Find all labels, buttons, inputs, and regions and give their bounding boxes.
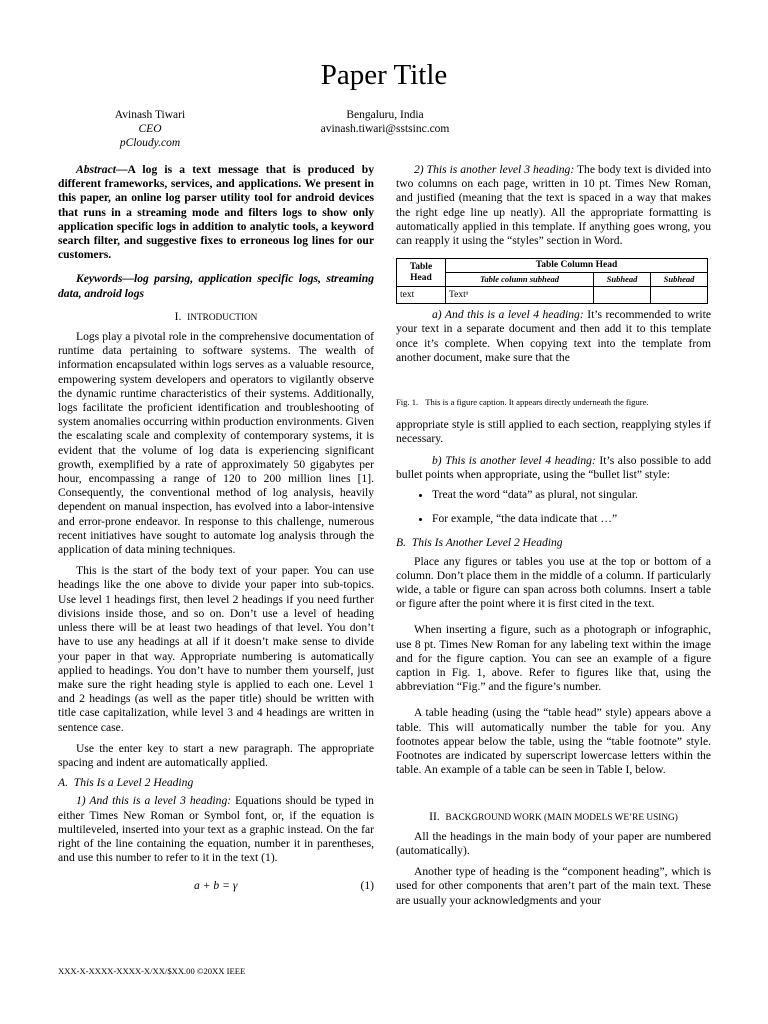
author-org: pCloudy.com — [119, 137, 181, 149]
keywords: Keywords—log parsing, application specific logs, streaming data, android logs — [58, 272, 374, 300]
figure-caption-text: This is a figure caption. It appears directly underneath the figure. — [425, 397, 649, 408]
figure-label: Fig. 1. — [396, 397, 419, 408]
level3-paragraph-2 — [396, 163, 711, 248]
subsection-heading-b — [396, 536, 711, 550]
subsection-title: This Is a Level 2 Heading — [73, 776, 194, 790]
table-cell — [594, 287, 651, 304]
keywords-lead: Keywords — [76, 272, 123, 286]
table-subhead: Table column subhead — [446, 273, 594, 287]
subsection-b-paragraph-3: A table heading (using the “table head” style) appears above a table. This will automatically number the table for you. Any footnotes appear below the table, using the “table footnote” style. Footnotes are indicated by superscript lowercase letters within the table. An example of a table can be seen in Table I, below. — [396, 706, 711, 777]
author-name: Avinash Tiwari — [114, 109, 186, 121]
level3-heading-2: 2) This is another level 3 heading: — [414, 163, 575, 176]
equation: a + b = γ — [194, 879, 238, 893]
right-column — [396, 163, 711, 908]
author-block-2 — [290, 108, 480, 136]
abstract-text: A log is a text message that is produced by different frameworks, services, and applications. We present in this paper, an online log parser utility tool for android devices that runs in a streaming mode and filters logs to show only application specific logs in addition to analytic tools, a keyword search filter, and suggestive fixes to erroneous log lines for our customers. — [58, 163, 374, 262]
section-heading-introduction — [58, 310, 374, 325]
table-cell — [651, 287, 708, 304]
level4-heading-b: b) This is another level 4 heading: — [432, 453, 596, 467]
author-location: Bengaluru, India — [346, 109, 424, 121]
table-cell: text — [397, 287, 446, 304]
level4-text-b: It’s also possible to add bullet points when appropriate, using the “bullet list” style: — [396, 453, 711, 481]
intro-paragraph-1: Logs play a pivotal role in the comprehensive documentation of runtime data pertaining to software systems. The wealth of information encapsulated within logs serves as a valuable resource, empowering system developers and operators to vigilantly observe the dynamic runtime characteristics of their systems. Additionally, logs facilitate the proficient identification and troubleshooting of system anomalies occurring within production environments. Given the escalating scale and complexity of contemporary systems, it is evident that the volume of log data is experiencing significant growth, exemplified by a rate of approximately 50 gigabytes per hour, encompassing a range of 120 to 200 million lines [1]. Consequently, the conventional method of log analysis, heavily dependent on manual inspection, has evolved into a labor-intensive and error-prone endeavor. In response to this challenge, numerous recent initiatives have sought to automate log analysis through the application of data mining techniques. — [58, 330, 374, 557]
list-item: • For example, “the data indicate that …” — [432, 512, 711, 526]
author-email: avinash.tiwari@sstsinc.com — [320, 123, 450, 135]
section-title: INTRODUCTION — [187, 312, 258, 323]
section-title: BACKGROUND WORK (MAIN MODELS WE’RE USING) — [445, 812, 678, 823]
subsection-b-paragraph-2: When inserting a figure, such as a photograph or infographic, use 8 pt. Times New Roman for any labeling text within the image and for the figure caption. You can see an example of a figure caption in Fig. 1, above. Refer to figures like that, using the abbreviation “Fig.” and the figure’s number. — [396, 623, 711, 694]
example-table — [396, 258, 708, 304]
background-paragraph-2: Another type of heading is the “component heading”, which is used for other components that aren’t part of the main text. These are usually your acknowledgments and your — [396, 865, 711, 907]
copyright-footer: XXX-X-XXXX-XXXX-X/XX/$XX.00 ©20XX IEEE — [58, 966, 246, 976]
table-column-head: Table Column Head — [446, 259, 708, 273]
intro-paragraph-2: This is the start of the body text of your paper. You can use headings like the one above to divide your paper into sub-topics. Use level 1 headings first, then level 2 headings if you need further divisions inside those, and so on. Don’t use a level of heading unless there will be at least two headings of that level. You don’t have to use any headings at all if it doesn’t make sense to divide your paper in that way. Appropriate numbering is automatically applied to headings. You don’t have to number them yourself, just make sure the right heading style is applied to each one. Level 1 and 2 headings (as well as the paper title) should be written with title case capitalization, while level 3 and 4 headings are written in sentence case. — [58, 564, 374, 734]
level3-text-1: Equations should be typed in either Times New Roman or Symbol font, or, if the equation is multileveled, inserted into your text as a graphic instead. On the far right of the line containing the equation, number it in parentheses, and use this number to refer to it in the text (1). — [58, 794, 374, 865]
abstract-lead: Abstract — [76, 163, 116, 176]
section-number: II. — [429, 809, 440, 823]
subsection-label: B. — [396, 536, 406, 550]
subsection-heading-a — [58, 776, 374, 790]
left-column — [58, 163, 374, 897]
table-subhead: Subhead — [651, 273, 708, 287]
list-item: • Treat the word “data” as plural, not singular. — [432, 488, 711, 502]
level4-paragraph-a — [396, 308, 711, 365]
subsection-b-paragraph-1: Place any figures or tables you use at the top or bottom of a column. Don’t place them in the middle of a column. If particularly wide, a table or figure can span across both columns. Insert a table or figure after the point where it is first cited in the text. — [396, 554, 711, 611]
level4-paragraph-a-continued: appropriate style is still applied to each section, reapplying styles if necessary. — [396, 418, 711, 446]
author-role: CEO — [138, 123, 162, 135]
level3-heading-1: 1) And this is a level 3 heading: — [76, 794, 232, 808]
bullet-list — [396, 488, 711, 526]
table-head: Table Head — [397, 259, 446, 287]
level4-heading-a: a) And this is a level 4 heading: — [432, 308, 584, 322]
table-subhead: Subhead — [594, 273, 651, 287]
equation-block — [58, 879, 374, 897]
background-paragraph-1: All the headings in the main body of your paper are numbered (automatically). — [396, 829, 711, 857]
keywords-text: log parsing, application specific logs, streaming data, android logs — [58, 272, 374, 300]
equation-number: (1) — [360, 879, 374, 893]
author-block-1 — [80, 108, 220, 150]
abstract: Abstract—A log is a text message that is produced by different frameworks, services, and applications. We present in this paper, an online log parser utility tool for android devices that runs in a streaming mode and filters logs to show only application specific logs in addition to analytic tools, a keyword search filter, and suggestive fixes to erroneous log lines for our customers. — [58, 163, 374, 262]
level3-text-2: The body text is divided into two columns on each page, written in 10 pt. Times New Roman, and justified (meaning that the text is spaced in a way that makes the right edge line up neatly). All the appropriate formatting is automatically applied in this template. If anything goes wrong, you can reapply it using the “styles” section in Word. — [396, 163, 712, 248]
subsection-label: A. — [58, 776, 68, 790]
level4-text-a: It’s recommended to write your text in a separate document and then add it to this template once it’s complete. When copying text into the template from another document, make sure that the — [396, 308, 711, 364]
level3-paragraph-1 — [58, 794, 374, 865]
table-cell: Textᵃ — [446, 287, 594, 304]
section-number: I. — [174, 309, 182, 323]
level4-paragraph-b — [396, 454, 711, 482]
subsection-title: This Is Another Level 2 Heading — [411, 536, 563, 550]
section-heading-background — [396, 810, 711, 825]
intro-paragraph-3: Use the enter key to start a new paragraph. The appropriate spacing and indent are automatically applied. — [58, 741, 374, 769]
paper-title: Paper Title — [320, 59, 448, 91]
figure-caption — [396, 395, 711, 409]
